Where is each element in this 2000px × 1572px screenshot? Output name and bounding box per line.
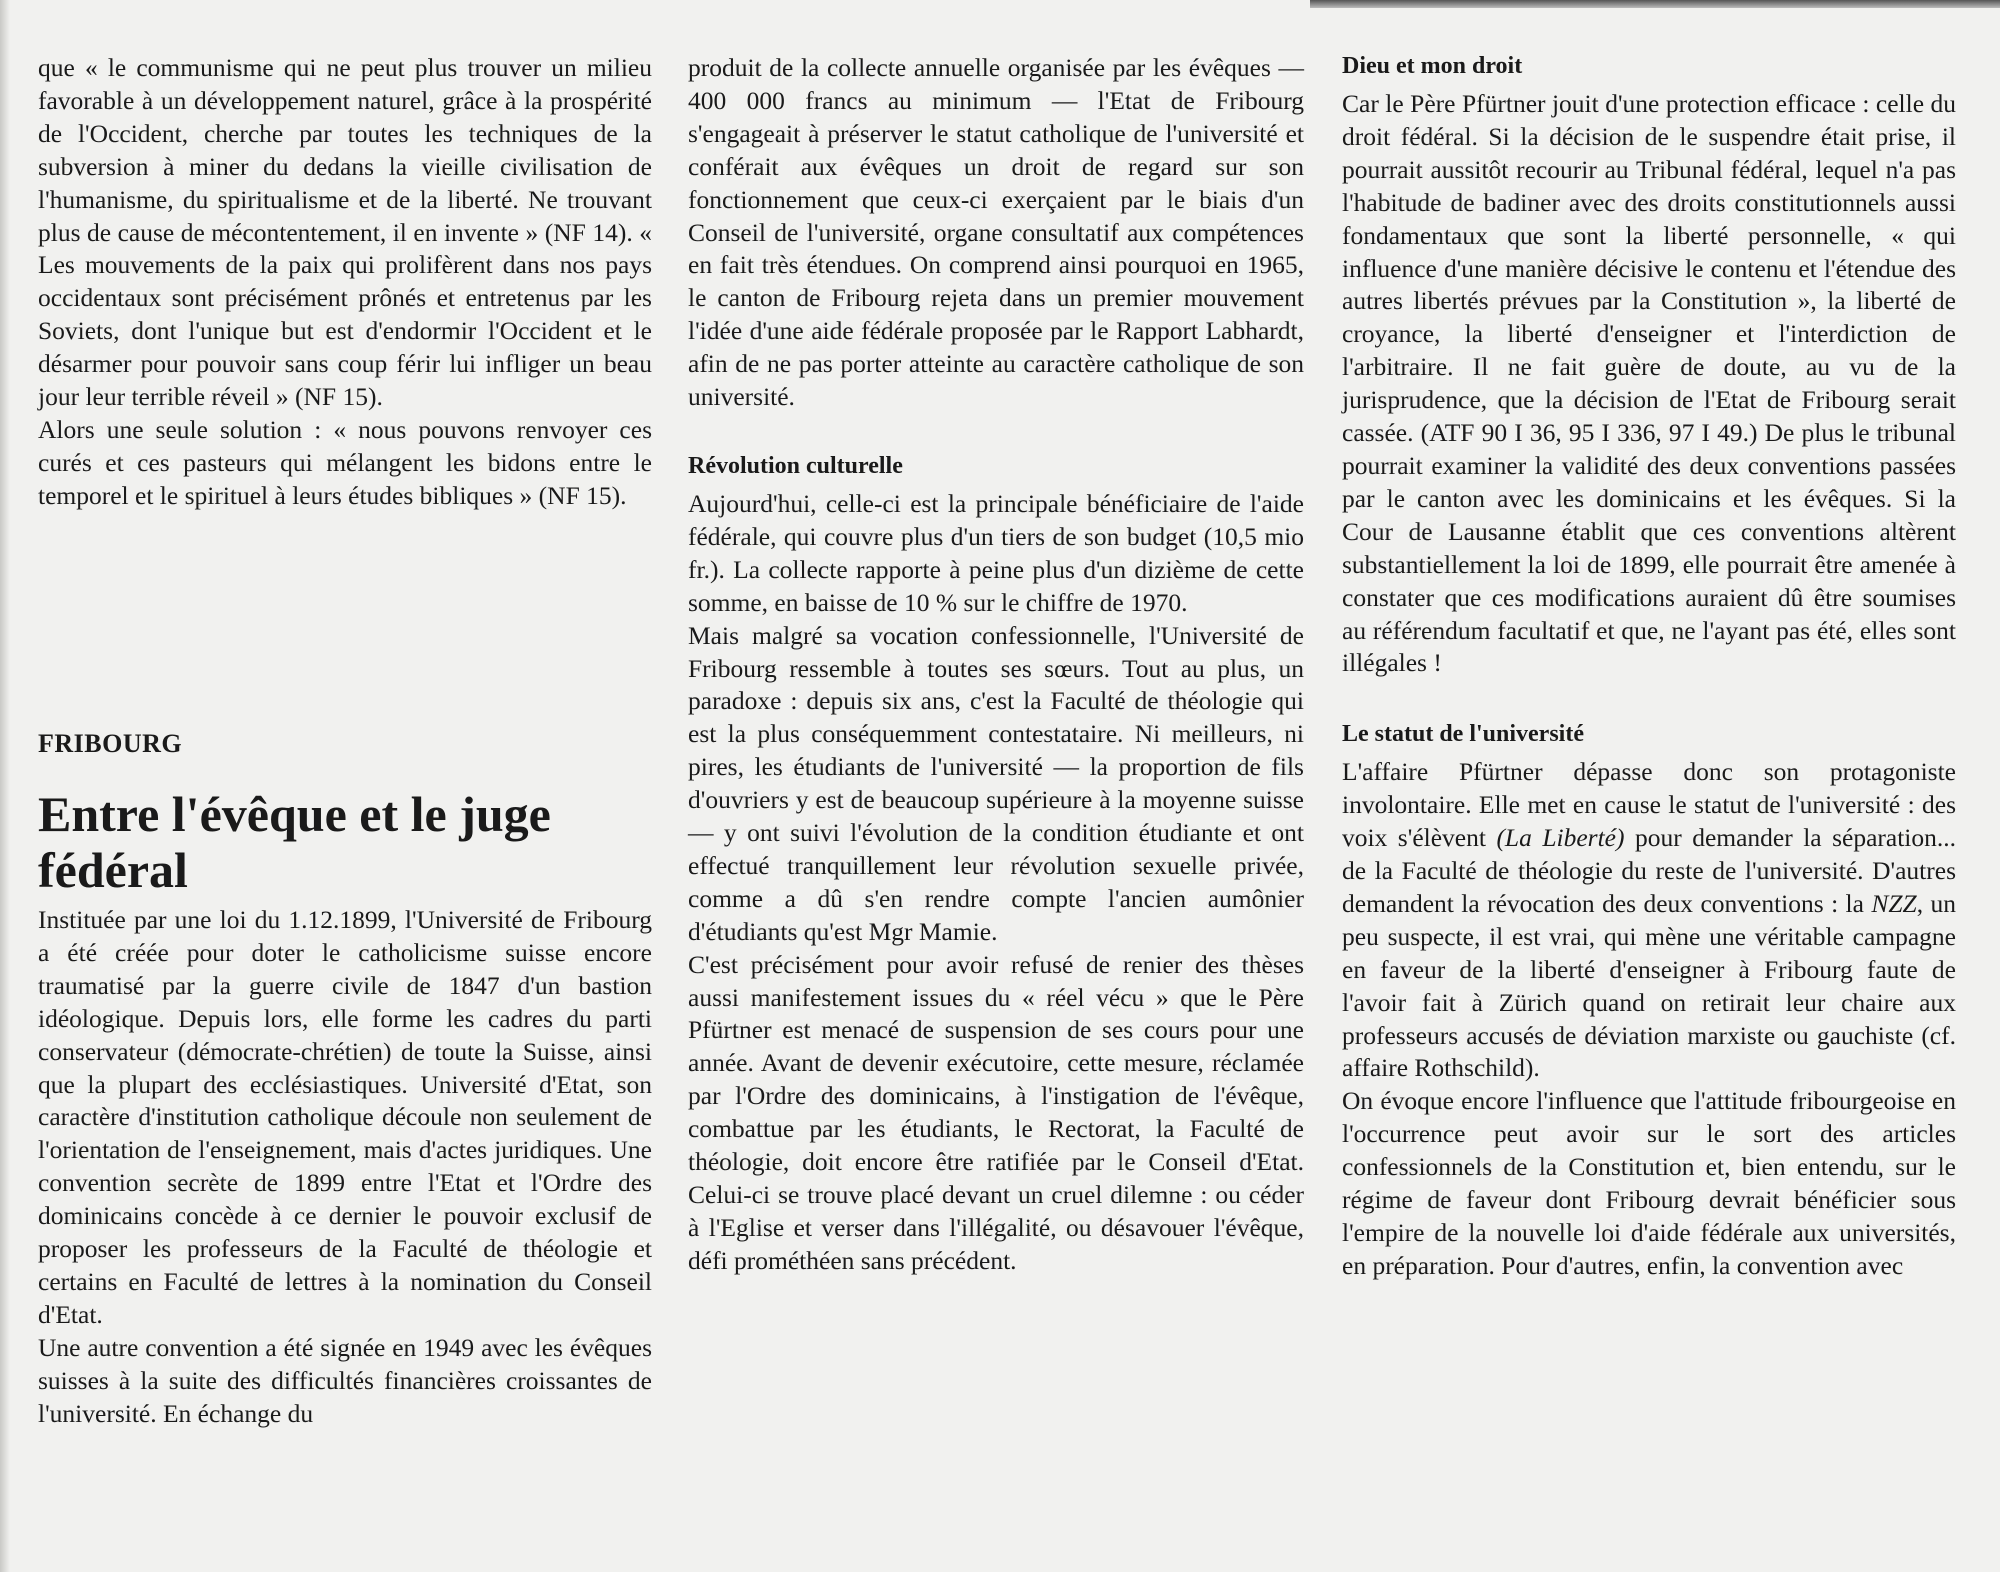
column-3 [1342, 50, 1956, 1283]
paragraph: que « le communisme qui ne peut plus trouver un milieu favorable à un développement naturel, grâce à la prospérité de l'Occident, cherche par toutes les techniques de la subversion à miner du dedans la vieille civilisation de l'humanisme, du spiritualisme et de la liberté. Ne trouvant plus de cause de mécontentement, il en invente » (NF 14). « Les mouvements de la paix qui prolifèrent dans nos pays occidentaux sont précisément prônés et entretenus par les Soviets, dont l'unique but est d'endormir l'Occident et le désarmer pour pouvoir sans coup férir lui infliger un beau jour leur terrible réveil » (NF 15). [38, 53, 652, 412]
paragraph [1342, 756, 1956, 1085]
page-binding-shadow [0, 0, 10, 1572]
paragraph: On évoque encore l'influence que l'attitude fribourgeoise en l'occurrence peut avoir sur le sort des articles confessionnels de la Constitution et, bien entendu, sur le régime de faveur dont Fribourg devrait bénéficier sous l'empire de la nouvelle loi d'aide fédérale aux universités, en préparation. Pour d'autres, enfin, la convention avec [1342, 1086, 1956, 1280]
paragraph: Mais malgré sa vocation confessionnelle, l'Université de Fribourg ressemble à toutes ses sœurs. Tout au plus, un paradoxe : depuis six ans, c'est la Faculté de théologie qui est la plus conséquemment contestataire. Ni meilleurs, ni pires, les étudiants de l'université — la proportion de fils d'ouvriers y est de beaucoup supérieure à la moyenne suisse — y ont suivi l'évolution de la condition étudiante et ont effectué tranquillement leur révolution sexuelle privée, comme a dû s'en rendre compte l'ancien aumônier d'étudiants qu'est Mgr Mamie. [688, 620, 1304, 946]
paragraph: Aujourd'hui, celle-ci est la principale bénéficiaire de l'aide fédérale, qui couvre plus d'un tiers de son budget (10,5 mio fr.). La collecte rapporte à peine plus d'un dizième de cette somme, en baisse de 10 % sur le chiffre de 1970. [688, 488, 1304, 617]
italic-citation: (La Liberté) [1496, 823, 1625, 853]
article-headline: Entre l'évêque et le juge fédéral [38, 786, 551, 898]
spacer [1342, 680, 1956, 718]
italic-citation: NZZ [1871, 888, 1917, 918]
section-kicker: FRIBOURG [38, 729, 183, 758]
spacer [688, 414, 1304, 450]
column-1-article-body [38, 904, 652, 1431]
text-run: , un peu suspecte, il est vrai, qui mène une véritable campagne en faveur de la liberté d'enseigner à Fribourg faute de l'avoir fait à Zürich quand on retirait leur chaire aux professeurs accusés de déviation marxiste ou gauchiste (cf. affaire Rothschild). [1342, 888, 1957, 1083]
paragraph: produit de la collecte annuelle organisée par les évêques — 400 000 francs au minimum — l'Etat de Fribourg s'engageait à préserver le statut catholique de l'université et conférait aux évêques un droit de regard sur son fonctionnement que ceux-ci exerçaient par le biais d'un Conseil de l'université, organe consultatif aux compétences en fait très étendues. On comprend ainsi pourquoi en 1965, le canton de Fribourg rejeta dans un premier mouvement l'idée d'une aide fédérale proposée par le Rapport Labhardt, afin de ne pas porter atteinte au caractère catholique de son université. [688, 53, 1304, 412]
paragraph: Car le Père Pfürtner jouit d'une protection efficace : celle du droit fédéral. Si la décision de le suspendre était prise, il pourrait aussitôt recourir au Tribunal fédéral, lequel n'a pas l'habitude de badiner avec des droits constitutionnels aussi fondamentaux que sont la liberté personnelle, « qui influence d'une manière décisive le contenu et l'étendue des autres libertés prévues par la Constitution », la liberté de croyance, la liberté d'enseigner et l'interdiction de l'arbitraire. Il ne fait guère de doute, au vu de la jurisprudence, que la décision de l'Etat de Fribourg serait cassée. (ATF 90 I 36, 95 I 336, 97 I 49.) De plus le tribunal pourrait examiner la validité des deux conventions passées par le canton avec les dominicains et les évêques. Si la Cour de Lausanne établit que ces conventions altèrent substantiellement la loi de 1899, elle pourrait être amenée à constater que ces modifications auraient dû être soumises au référendum facultatif et que, ne l'ayant pas été, elles sont illégales ! [1342, 89, 1956, 678]
column-1-continuation [38, 52, 652, 513]
paragraph: C'est précisément pour avoir refusé de renier des thèses aussi manifestement issues du « réel vécu » que le Père Pfürtner est menacé de suspension de ses cours pour une année. Avant de devenir exécutoire, cette mesure, réclamée par l'Ordre des dominicains, à l'instigation de l'évêque, combattue par les étudiants, le Rectorat, la Faculté de théologie, doit encore être ratifiée par le Conseil d'Etat. Celui-ci se trouve placé devant un cruel dilemne : ou céder à l'Eglise et verser dans l'illégalité, ou désavouer l'évêque, défi prométhéen sans précédent. [688, 949, 1304, 1275]
column-2 [688, 52, 1304, 1278]
paragraph: Instituée par une loi du 1.12.1899, l'Université de Fribourg a été créée pour doter le catholicisme suisse encore traumatisé par la guerre civile de 1847 d'un bastion idéologique. Depuis lors, elle forme les cadres du parti conservateur (démocrate-chrétien) de toute la Suisse, ainsi que la plupart des ecclésiastiques. Université d'Etat, son caractère d'institution catholique découle non seulement de l'orientation de l'enseignement, mais d'actes juridiques. Une convention secrète de 1899 entre l'Etat et l'Ordre des dominicains concède à ce dernier le pouvoir exclusif de proposer les professeurs de la Faculté de théologie et certains en Faculté de lettres à la nomination du Conseil d'Etat. [38, 905, 652, 1329]
subheading-statut: Le statut de l'université [1342, 721, 1584, 748]
text-run: pour demander la séparation... de la Faculté de théologie du reste de l'université. D'autres demandent la révocation des deux conventions : la [1342, 823, 1957, 918]
page-edge-shadow [1310, 0, 2000, 8]
subheading-revolution: Révolution culturelle [688, 452, 903, 479]
paragraph: Une autre convention a été signée en 1949 avec les évêques suisses à la suite des difficultés financières croissantes de l'université. En échange du [38, 1332, 652, 1428]
paragraph: Alors une seule solution : « nous pouvons renvoyer ces curés et ces pasteurs qui mélangent les bidons entre le temporel et le spirituel à leurs études bibliques » (NF 15). [38, 414, 652, 510]
text-run: L'affaire Pfürtner dépasse donc son protagoniste involontaire. Elle met en cause le statut de l'université : des voix s'élèvent [1342, 757, 1956, 853]
subheading-dieu: Dieu et mon droit [1342, 53, 1523, 79]
